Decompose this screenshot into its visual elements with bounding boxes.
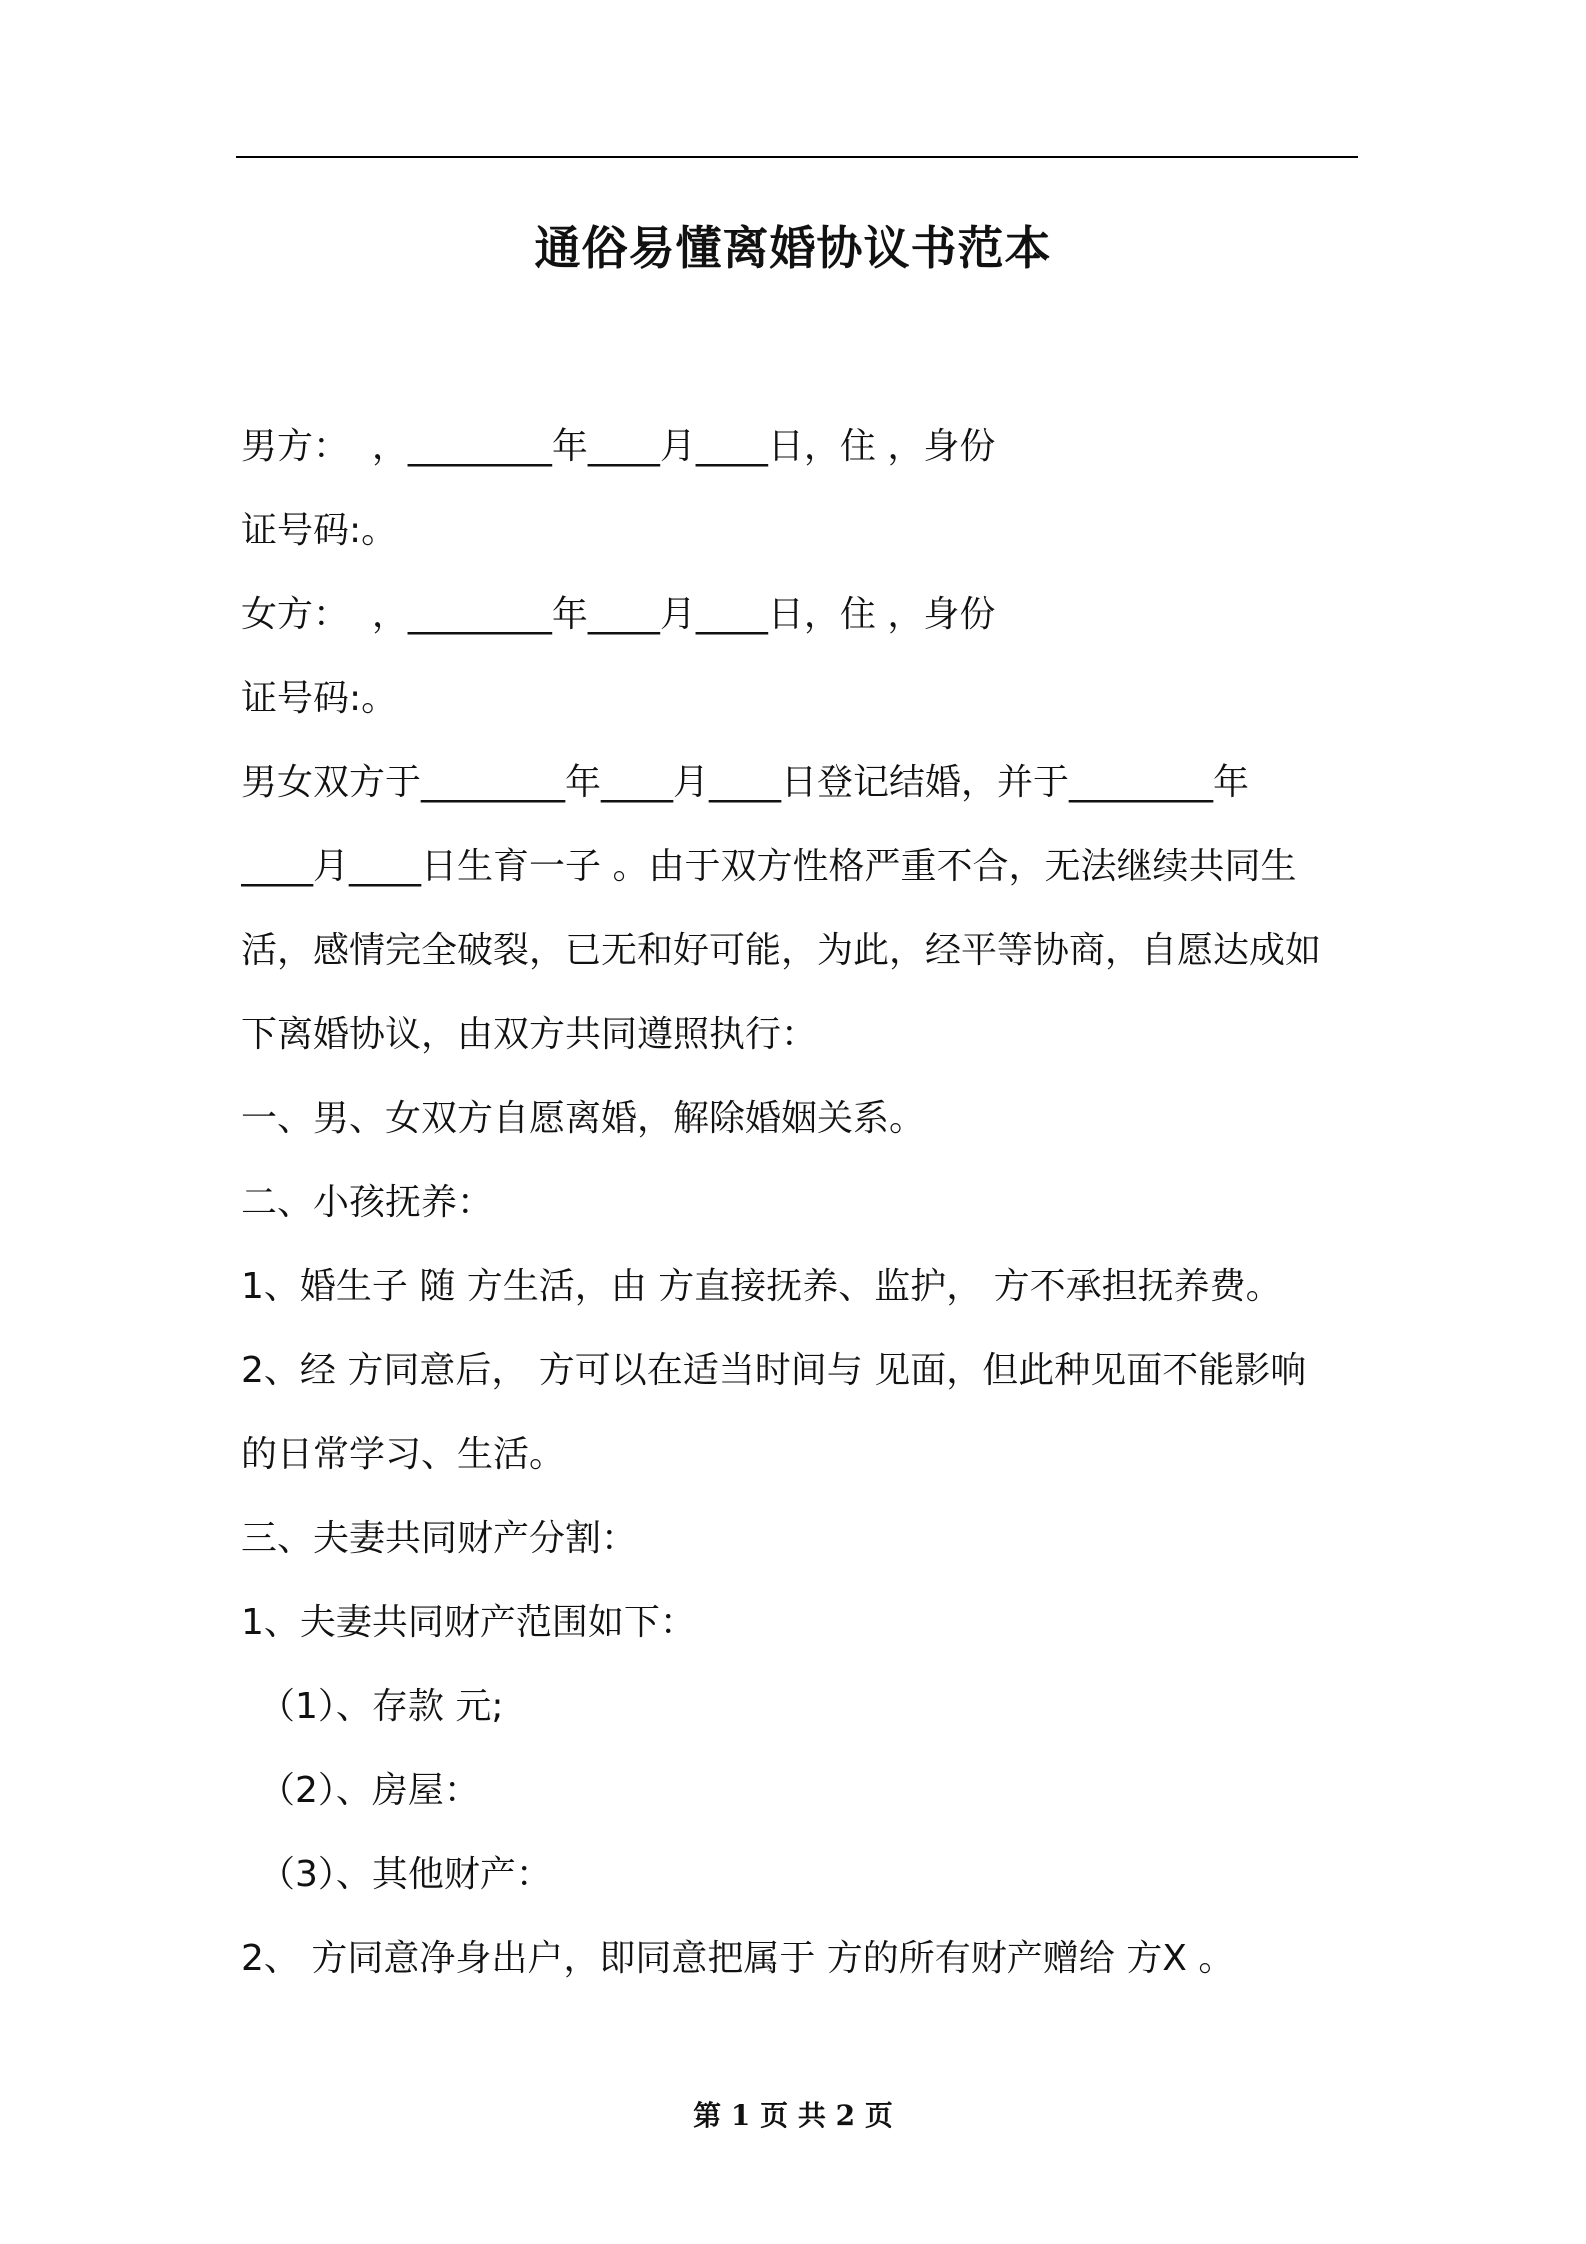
party-female-id-line: 证号码:。: [241, 678, 398, 719]
property-deposit: （1）、存款 元;: [259, 1686, 504, 1727]
preamble-line-4: 下离婚协议，由双方共同遵照执行：: [241, 1014, 818, 1055]
clause-3-item-2: 2、 方同意净身出户，即同意把属于 方的所有财产赠给 方Ⅹ 。: [241, 1938, 1235, 1979]
clause-1: 一、男、女双方自愿离婚，解除婚姻关系。: [241, 1098, 926, 1139]
clause-2-item-1: 1、婚生子 随 方生活，由 方直接抚养、监护， 方不承担抚养费。: [241, 1266, 1282, 1307]
preamble-line-2: ____月____日生育一子 。由于双方性格严重不合，无法继续共同生: [241, 846, 1297, 887]
clause-2-heading: 二、小孩抚养：: [241, 1182, 494, 1223]
clause-3-item-1: 1、夫妻共同财产范围如下：: [241, 1602, 696, 1643]
document-title: 通俗易懂离婚协议书范本: [534, 221, 1052, 275]
page-number-footer: 第 1 页 共 2 页: [693, 2099, 893, 2132]
header-divider: [236, 156, 1358, 158]
clause-3-heading: 三、夫妻共同财产分割：: [241, 1518, 638, 1559]
document-body: [241, 405, 1361, 2001]
party-male-id-line: 证号码:。: [241, 510, 398, 551]
party-female-line: 女方： ，________年____月____日，住 ，身份: [241, 594, 996, 635]
party-male-line: 男方： ，________年____月____日，住 ，身份: [241, 426, 996, 467]
clause-2-item-2: 2、经 方同意后， 方可以在适当时间与 见面，但此种见面不能影响: [241, 1350, 1307, 1391]
preamble-line-3: 活，感情完全破裂，已无和好可能，为此，经平等协商，自愿达成如: [241, 930, 1322, 971]
clause-2-item-2-cont: 的日常学习、生活。: [241, 1434, 566, 1475]
property-other: （3）、其他财产：: [259, 1854, 552, 1895]
property-house: （2）、房屋：: [259, 1770, 480, 1811]
preamble-line-1: 男女双方于________年____月____日登记结婚，并于________年: [241, 762, 1250, 803]
